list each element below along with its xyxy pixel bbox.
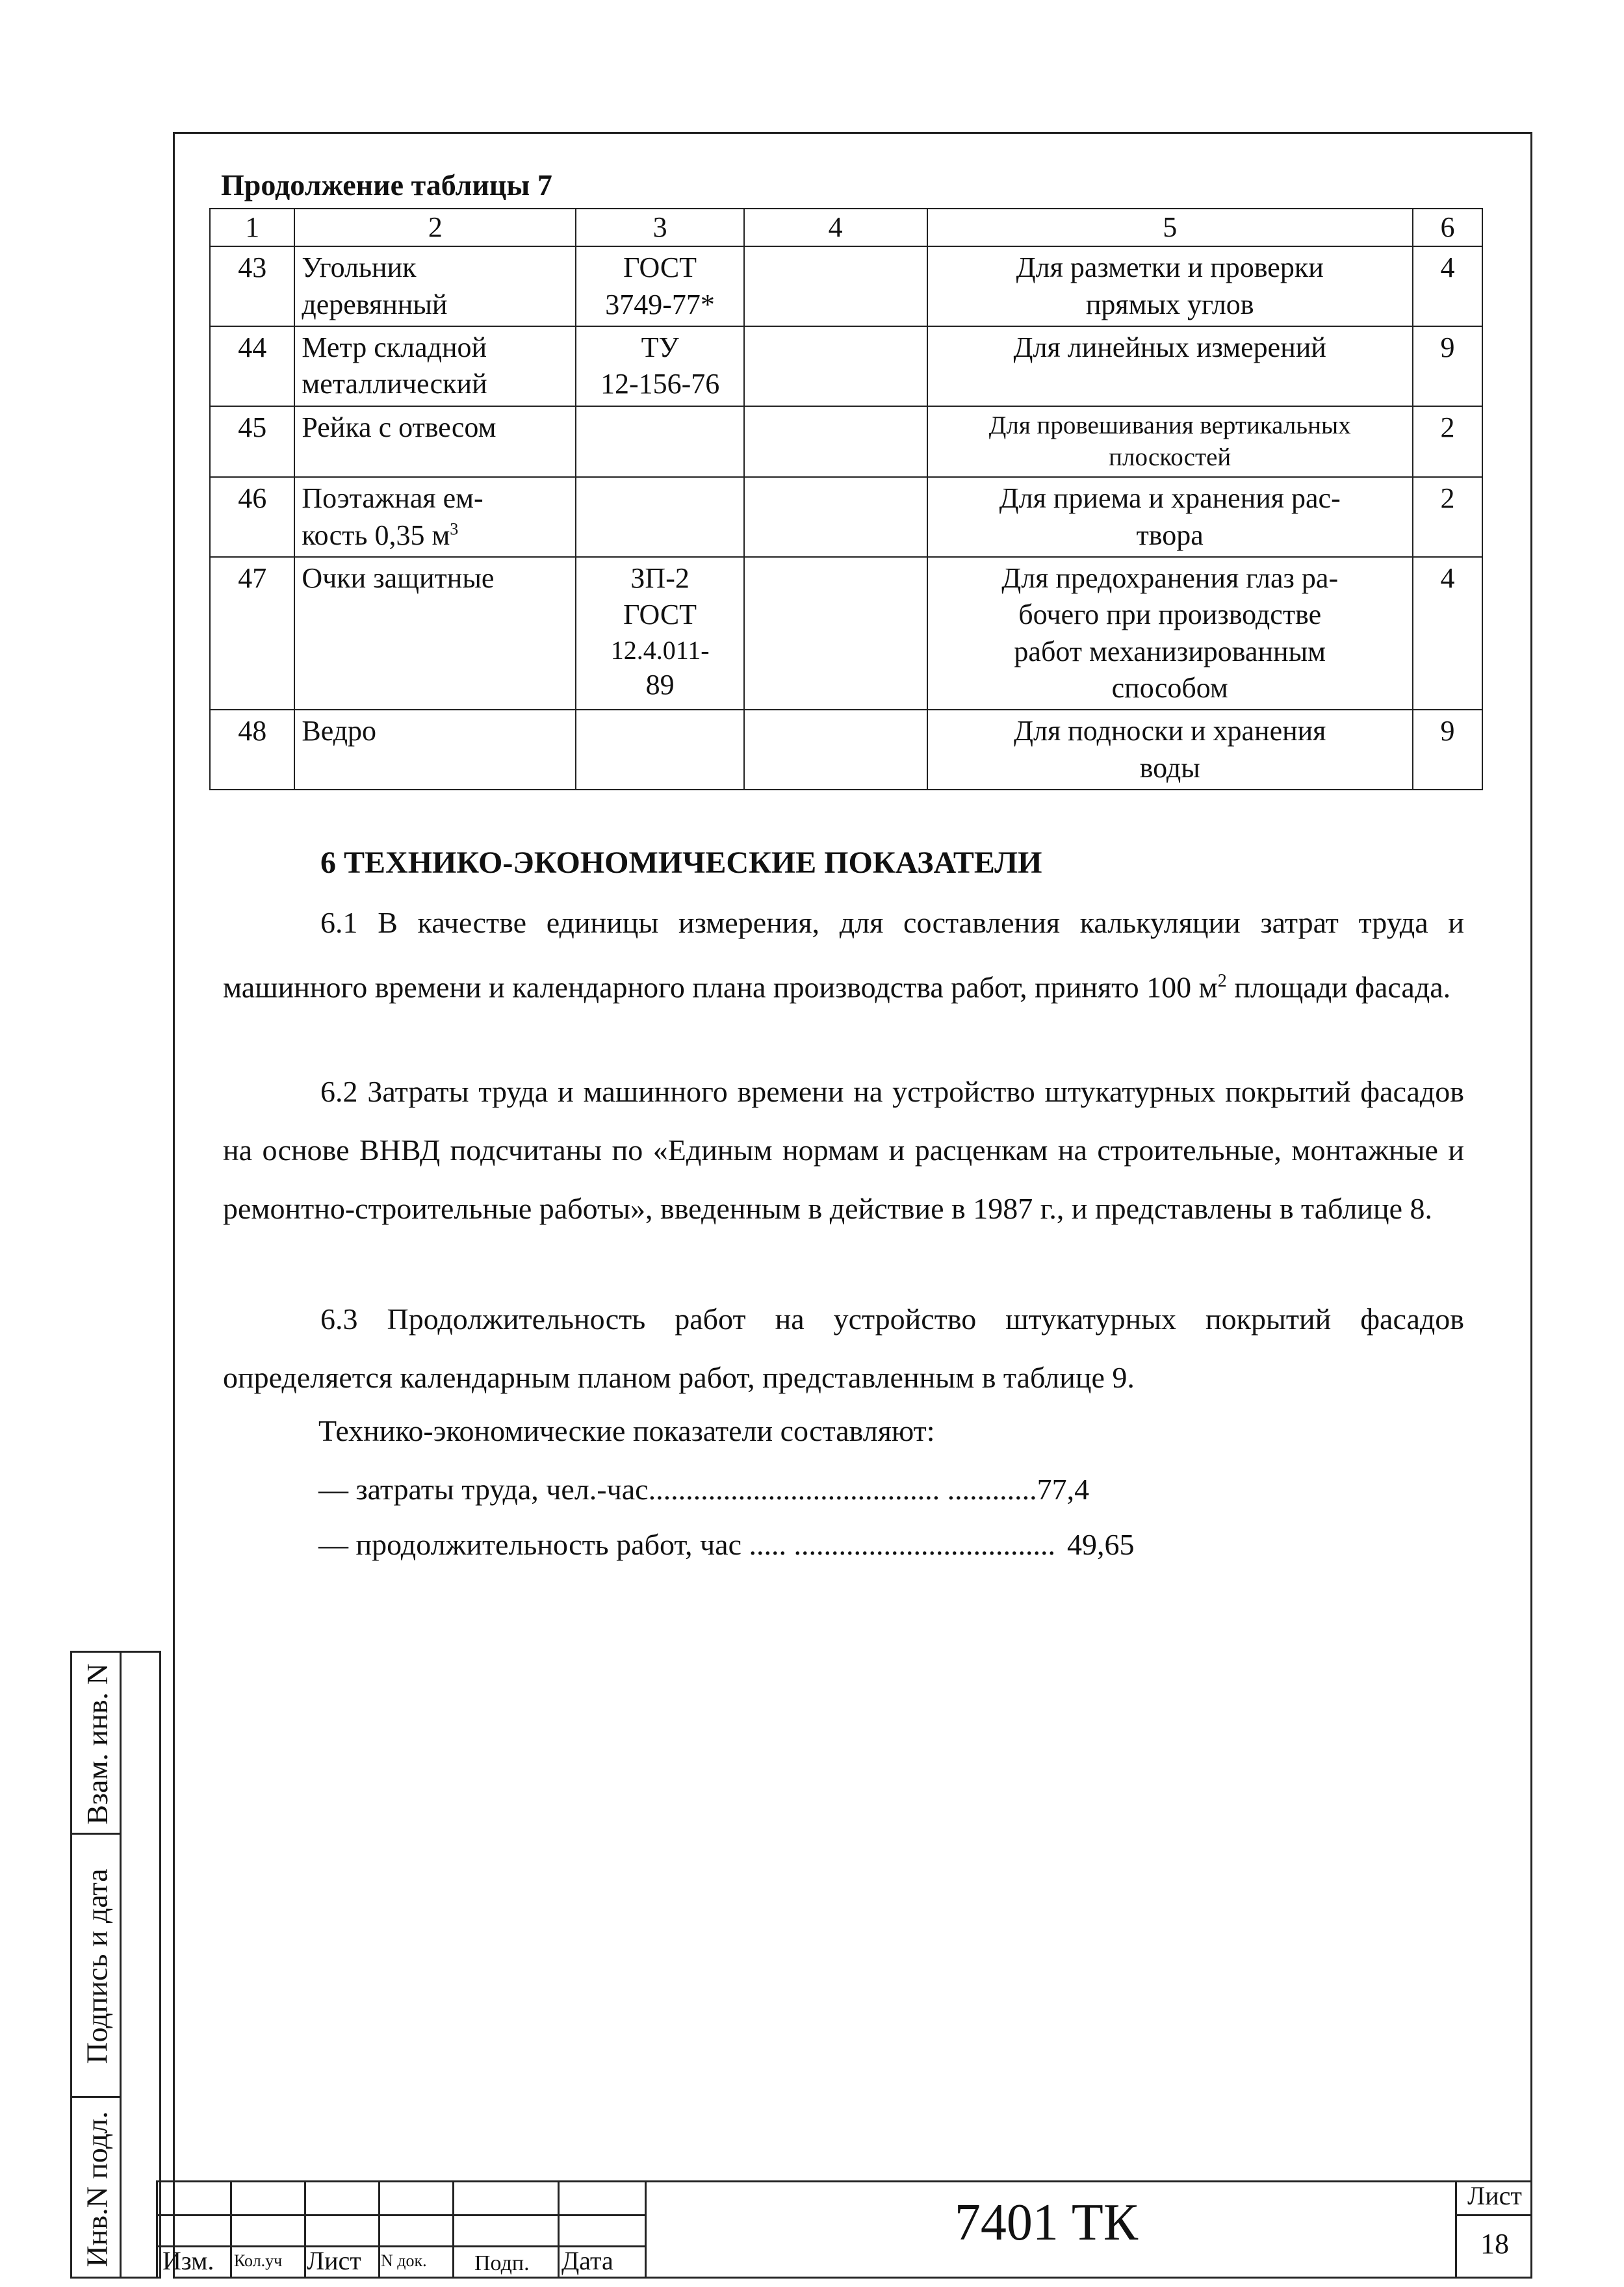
table-cell-purpose <box>927 710 1413 790</box>
table-cell-name <box>294 326 576 406</box>
table-cell-purpose <box>927 406 1413 478</box>
title-block <box>156 2180 1532 2279</box>
table-cell-number: 48 <box>210 710 294 790</box>
paragraph-6-3 <box>223 1290 1464 1407</box>
cell-line: 89 <box>645 668 675 701</box>
table-cell-purpose <box>927 246 1413 326</box>
table-cell-empty <box>744 557 927 710</box>
label-izm: Изм. <box>162 2246 214 2275</box>
stamp-field-signature-date: Подпись и дата <box>80 1868 114 2064</box>
header-cell: 2 <box>294 209 576 246</box>
sheet-number: 18 <box>1480 2228 1509 2260</box>
cell-line: твора <box>1136 519 1204 551</box>
cell-line: ГОСТ <box>623 252 697 284</box>
indicator-labor <box>318 1472 1089 1506</box>
cell-line: ГОСТ <box>623 599 697 631</box>
stamp-field-replaced-inv: Взам. инв. N <box>80 1662 114 1825</box>
paragraph-6-1-text: 6.1 В качестве единицы измерения, для составления калькуляции затрат труда и машинного времени и календарного плана производства работ, принято 100 м <box>223 906 1464 1004</box>
cell-line: ЗП-2 <box>630 562 690 594</box>
table-cell-empty <box>744 406 927 478</box>
indicator-value: 49,65 <box>1067 1528 1135 1561</box>
table-cell-number: 46 <box>210 477 294 557</box>
paragraph-6-2 <box>223 1063 1464 1238</box>
label-podp: Подп. <box>474 2251 530 2275</box>
paragraph-6-2-text: 6.2 Затраты труда и машинного времени на устройство штукатурных покрытий фасадов на основе ВНВД подсчитаны по «Единым нормам и расценкам на строительные, монтажные и ремонтно-строительные работы», введенным в действие в 1987 г., и представлены в таблице 8. <box>223 1075 1464 1225</box>
table-cell-standard <box>576 557 743 710</box>
equipment-table <box>209 208 1483 790</box>
table-cell-quantity: 2 <box>1413 406 1482 478</box>
cell-line: деревянный <box>302 288 448 320</box>
table-cell-name <box>294 406 576 478</box>
header-cell: 5 <box>927 209 1413 246</box>
table-cell-name <box>294 557 576 710</box>
cell-line: 3749-77* <box>605 288 715 320</box>
sheet-label: Лист <box>1457 2180 1532 2216</box>
cell-line: Для линейных измерений <box>1013 331 1326 363</box>
superscript: 3 <box>450 519 459 539</box>
table-cell-standard <box>576 710 743 790</box>
table-cell-quantity: 4 <box>1413 557 1482 710</box>
cell-line: воды <box>1139 751 1200 784</box>
cell-line: 12.4.011- <box>610 635 710 665</box>
indicator-duration <box>318 1527 1135 1562</box>
table-cell-standard <box>576 246 743 326</box>
leader-dots: ..... ................................... <box>741 1528 1055 1561</box>
paragraph-6-1 <box>223 894 1464 1016</box>
header-cell: 1 <box>210 209 294 246</box>
cell-line: бочего при производстве <box>1018 599 1322 631</box>
table-cell-quantity: 4 <box>1413 246 1482 326</box>
table-row <box>210 326 1482 406</box>
indicator-value: 77,4 <box>1037 1473 1090 1506</box>
cell-line: Угольник <box>302 252 417 284</box>
cell-line: Для предохранения глаз ра- <box>1001 562 1339 594</box>
table-cell-standard <box>576 406 743 478</box>
cell-line: Ведро <box>302 715 377 747</box>
table-cell-quantity: 2 <box>1413 477 1482 557</box>
table-cell-number: 43 <box>210 246 294 326</box>
label-list: Лист <box>307 2246 361 2275</box>
cell-line: плоскостей <box>1109 443 1231 472</box>
table-cell-empty <box>744 710 927 790</box>
table-cell-empty <box>744 326 927 406</box>
table-cell-standard <box>576 477 743 557</box>
label-data: Дата <box>561 2246 613 2275</box>
document-code: 7401 ТК <box>954 2194 1139 2251</box>
table-caption: Продолжение таблицы 7 <box>221 168 552 201</box>
cell-line: Для разметки и проверки <box>1016 252 1324 284</box>
table-cell-number: 47 <box>210 557 294 710</box>
table-cell-name <box>294 246 576 326</box>
table-row <box>210 406 1482 478</box>
table-cell-standard <box>576 326 743 406</box>
side-stamp <box>70 1651 161 2279</box>
cell-line: металлический <box>302 368 487 400</box>
cell-line: Очки защитные <box>302 562 495 594</box>
leader-dots: ....................................... ............ <box>648 1473 1037 1506</box>
cell-line: 12-156-76 <box>600 368 720 400</box>
table-cell-purpose <box>927 557 1413 710</box>
label-n-dok: N док. <box>381 2251 427 2270</box>
table-row <box>210 710 1482 790</box>
cell-line: Рейка с отвесом <box>302 411 496 443</box>
table-cell-number: 44 <box>210 326 294 406</box>
table-cell-empty <box>744 246 927 326</box>
table-cell-quantity: 9 <box>1413 710 1482 790</box>
table-row <box>210 557 1482 710</box>
header-cell: 4 <box>744 209 927 246</box>
table-cell-name <box>294 477 576 557</box>
cell-line <box>302 517 569 554</box>
indicator-label: — продолжительность работ, час <box>318 1528 741 1561</box>
header-cell: 3 <box>576 209 743 246</box>
indicator-label: — затраты труда, чел.-час <box>318 1473 649 1506</box>
indicators-intro: Технико-экономические показатели составляют: <box>318 1414 935 1447</box>
cell-line: способом <box>1111 671 1228 704</box>
cell-line: Для провешивания вертикальных <box>988 411 1351 439</box>
cell-line: Для подноски и хранения <box>1013 715 1326 747</box>
cell-line-text: кость 0,35 м <box>302 519 450 551</box>
table-cell-purpose <box>927 326 1413 406</box>
cell-line: Метр складной <box>302 331 487 363</box>
table-row <box>210 246 1482 326</box>
paragraph-6-1-tail: площади фасада. <box>1226 970 1451 1004</box>
table-cell-purpose <box>927 477 1413 557</box>
table-cell-empty <box>744 477 927 557</box>
cell-line: работ механизированным <box>1014 635 1326 667</box>
label-kol-uch: Кол.уч <box>234 2251 283 2270</box>
table-cell-name <box>294 710 576 790</box>
cell-line: Поэтажная ем- <box>302 482 483 515</box>
section-heading: 6 ТЕХНИКО-ЭКОНОМИЧЕСКИЕ ПОКАЗАТЕЛИ <box>320 846 1042 880</box>
cell-line: ТУ <box>641 331 679 363</box>
table-row <box>210 477 1482 557</box>
paragraph-6-3-text: 6.3 Продолжительность работ на устройство штукатурных покрытий фасадов определяется календарным планом работ, представленным в таблице 9. <box>223 1302 1464 1394</box>
header-cell: 6 <box>1413 209 1482 246</box>
superscript: 2 <box>1217 971 1227 991</box>
stamp-field-inv-number: Инв.N подл. <box>80 2111 114 2268</box>
sheet-box <box>1455 2180 1532 2279</box>
table-cell-number: 45 <box>210 406 294 478</box>
cell-line: Для приема и хранения рас- <box>999 482 1341 515</box>
table-cell-quantity: 9 <box>1413 326 1482 406</box>
table-header-row <box>210 209 1482 246</box>
cell-line: прямых углов <box>1085 288 1254 320</box>
